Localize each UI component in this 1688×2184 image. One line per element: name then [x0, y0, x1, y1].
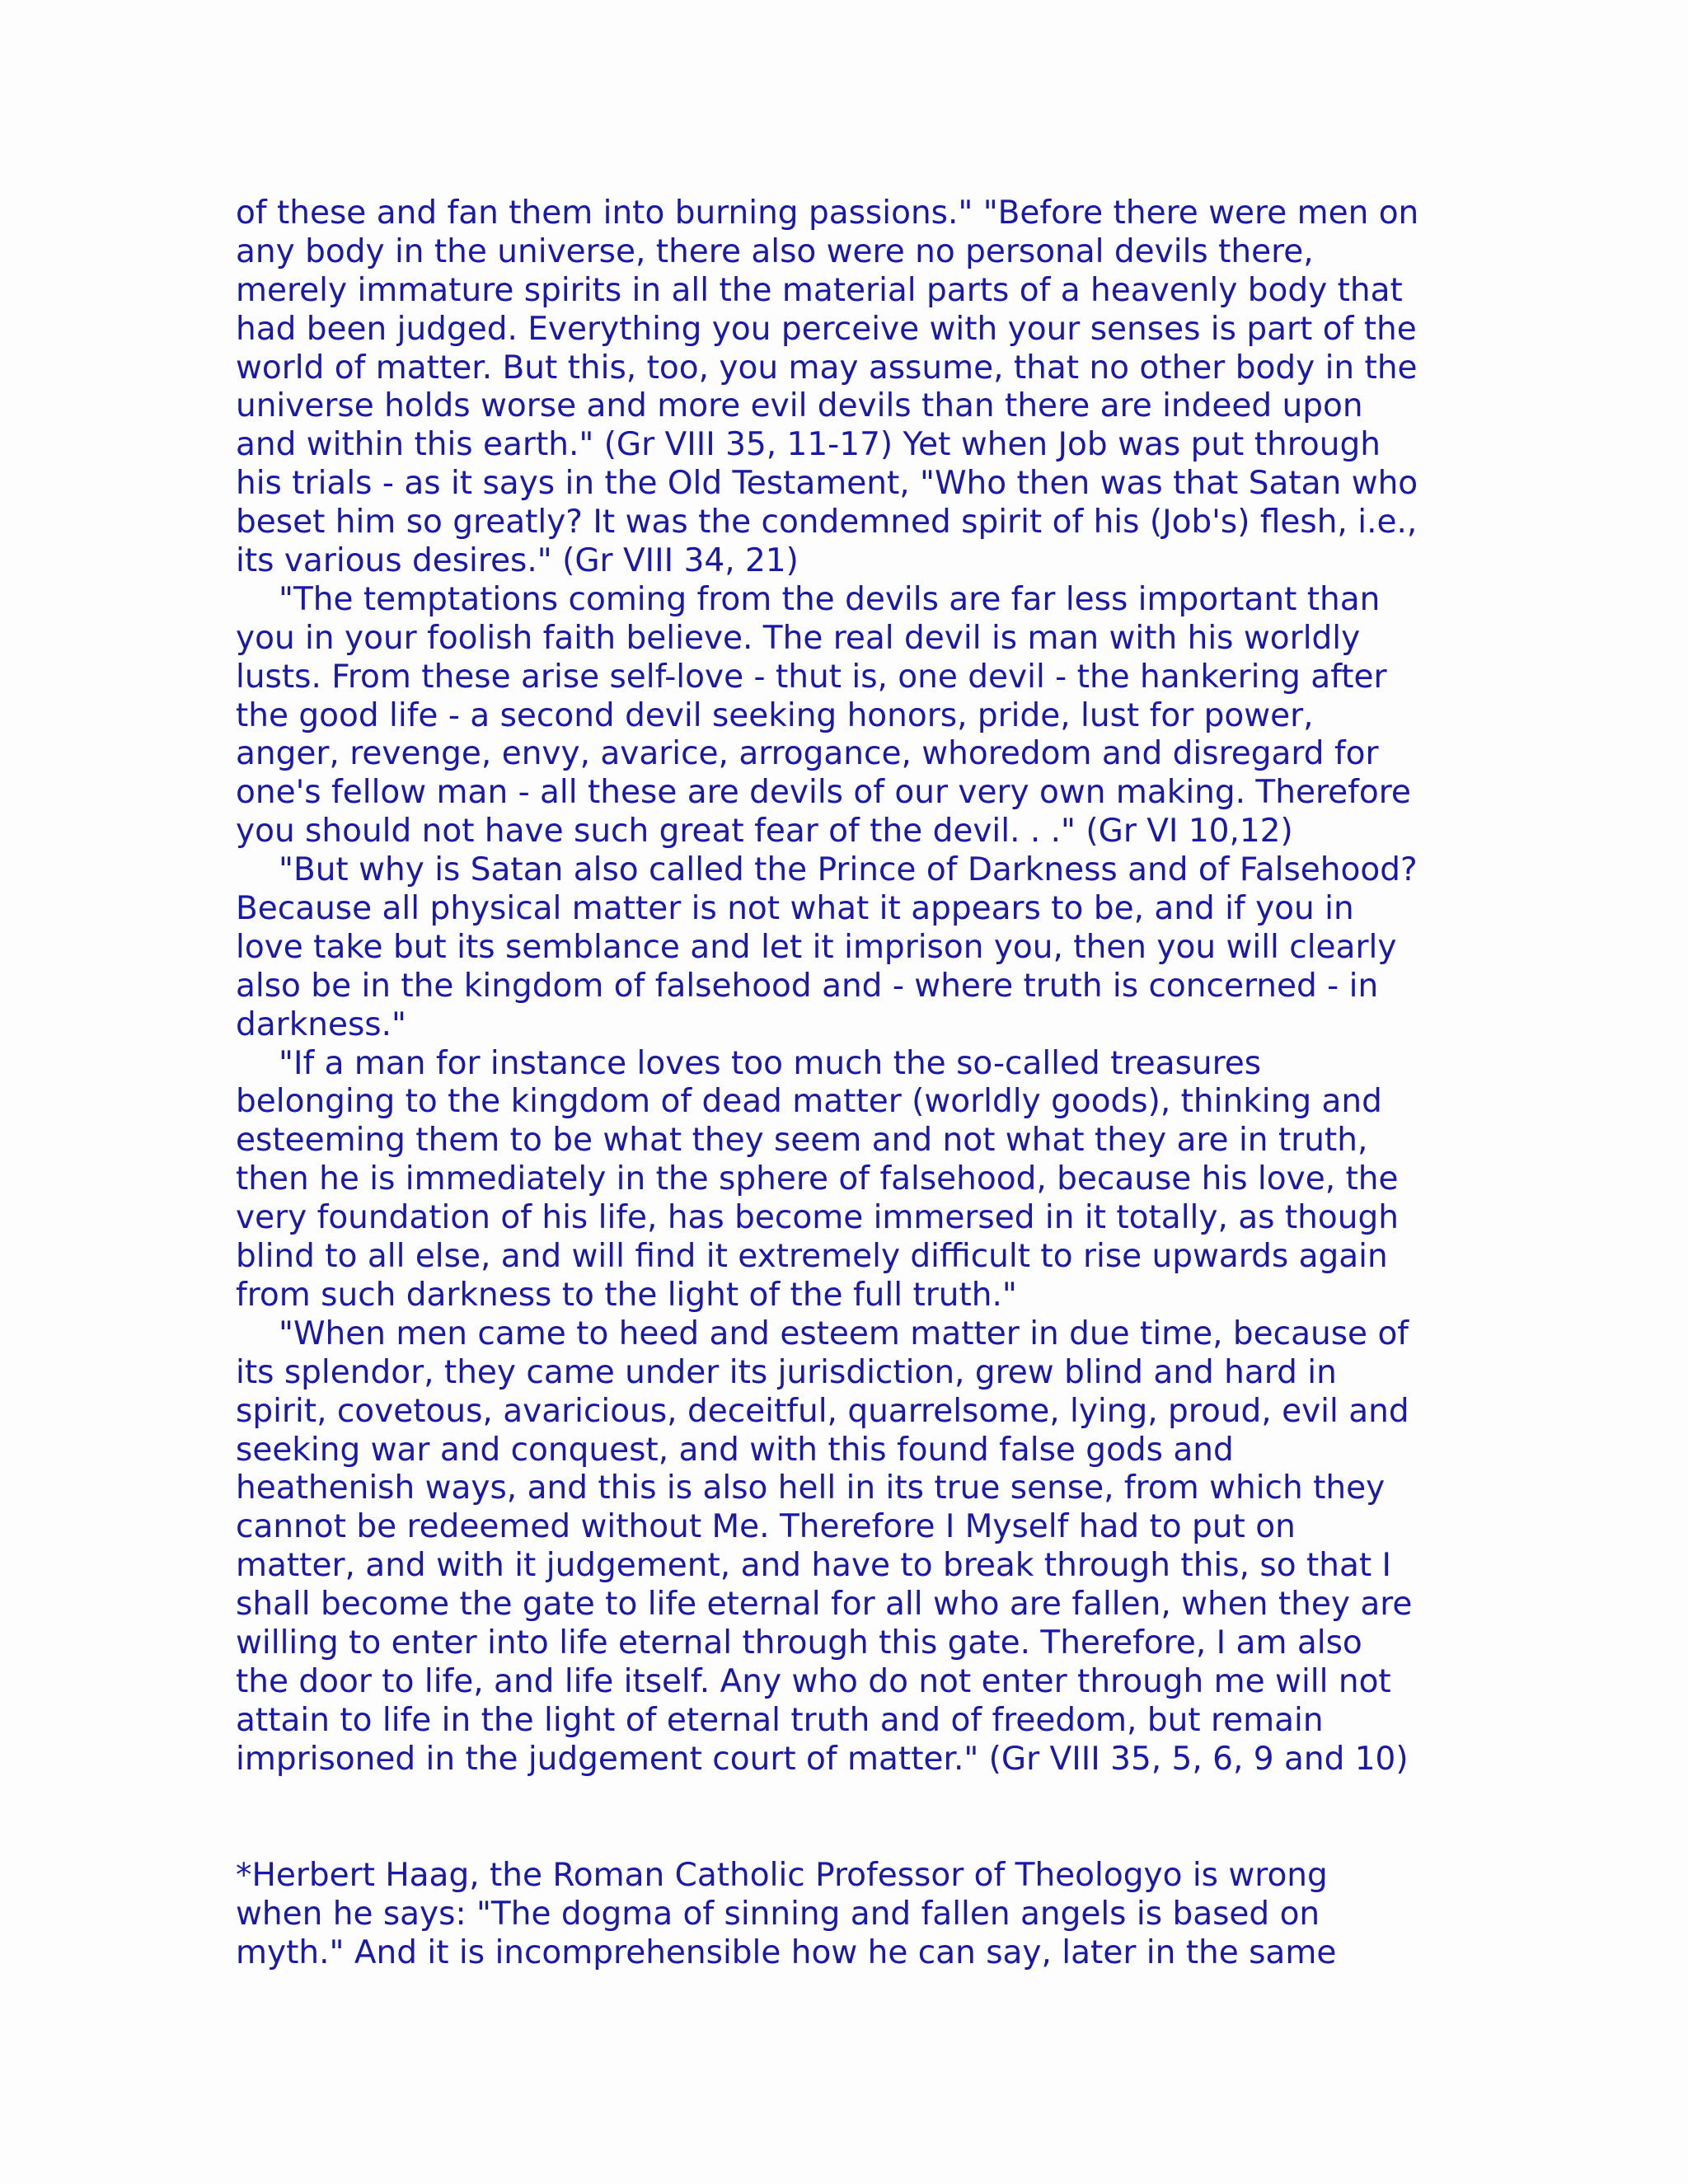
body-text-line: one's fellow man - all these are devils of our very own making. Therefore [236, 774, 1411, 812]
body-text-line: "But why is Satan also called the Prince of Darkness and of Falsehood? [279, 851, 1418, 889]
body-text-line: spirit, covetous, avaricious, deceitful, quarrelsome, lying, proud, evil and [236, 1392, 1409, 1430]
body-text-line: his trials - as it says in the Old Testament, "Who then was that Satan who [236, 465, 1418, 503]
body-text-line: esteeming them to be what they seem and not what they are in truth, [236, 1122, 1368, 1160]
body-text-line: also be in the kingdom of falsehood and - where truth is concerned - in [236, 967, 1379, 1005]
body-text-line: its splendor, they came under its jurisdiction, grew blind and hard in [236, 1353, 1337, 1391]
body-text-line: then he is immediately in the sphere of falsehood, because his love, the [236, 1160, 1399, 1198]
body-text-line: from such darkness to the light of the full truth." [236, 1276, 1017, 1314]
body-text-line: universe holds worse and more evil devils than there are indeed upon [236, 387, 1363, 425]
body-text-line: the good life - a second devil seeking honors, pride, lust for power, [236, 696, 1314, 734]
body-text-line: of these and fan them into burning passions." "Before there were men on [236, 194, 1419, 232]
body-text-line: any body in the universe, there also were no personal devils there, [236, 232, 1314, 270]
body-text-line: willing to enter into life eternal through this gate. Therefore, I am also [236, 1624, 1362, 1661]
footnote-line: myth." And it is incomprehensible how he can say, later in the same [236, 1933, 1337, 1971]
body-text-line: love take but its semblance and let it imprison you, then you will clearly [236, 928, 1397, 966]
body-text-line: blind to all else, and will find it extremely difficult to rise upwards again [236, 1238, 1388, 1276]
body-text-line: shall become the gate to life eternal for all who are fallen, when they are [236, 1586, 1413, 1624]
body-text-line: you in your foolish faith believe. The real devil is man with his worldly [236, 619, 1361, 657]
body-text-line: beset him so greatly? It was the condemned spirit of his (Job's) flesh, i.e., [236, 504, 1418, 541]
body-text-line: darkness." [236, 1005, 406, 1043]
body-text-line: world of matter. But this, too, you may assume, that no other body in the [236, 349, 1418, 387]
main-body-text [236, 194, 1472, 1779]
body-text-line: anger, revenge, envy, avarice, arrogance, whoredom and disregard for [236, 735, 1379, 773]
body-text-line: "If a man for instance loves too much the so-called treasures [279, 1044, 1262, 1082]
body-text-line: "When men came to heed and esteem matter in due time, because of [279, 1315, 1409, 1352]
body-text-line: imprisoned in the judgement court of matter." (Gr VIII 35, 5, 6, 9 and 10) [236, 1740, 1409, 1778]
body-text-line: had been judged. Everything you perceive with your senses is part of the [236, 310, 1417, 348]
body-text-line: you should not have such great fear of the devil. . ." (Gr VI 10,12) [236, 813, 1293, 851]
body-text-line: attain to life in the light of eternal truth and of freedom, but remain [236, 1701, 1324, 1739]
body-text-line: its various desires." (Gr VIII 34, 21) [236, 542, 799, 580]
body-text-line: "The temptations coming from the devils are far less important than [279, 580, 1381, 618]
body-text-line: the door to life, and life itself. Any who do not enter through me will not [236, 1662, 1391, 1700]
body-text-line: lusts. From these arise self-love - thut is, one devil - the hankering after [236, 658, 1387, 696]
footnote-text [236, 1857, 1472, 1973]
body-text-line: and within this earth." (Gr VIII 35, 11-17) Yet when Job was put through [236, 426, 1381, 464]
body-text-line: cannot be redeemed without Me. Therefore I Myself had to put on [236, 1508, 1296, 1546]
footnote-line: when he says: "The dogma of sinning and fallen angels is based on [236, 1895, 1320, 1933]
body-text-line: matter, and with it judgement, and have to break through this, so that I [236, 1547, 1392, 1585]
footnote-line: *Herbert Haag, the Roman Catholic Professor of Theologyo is wrong [236, 1857, 1328, 1894]
body-text-line: Because all physical matter is not what it appears to be, and if you in [236, 890, 1354, 928]
body-text-line: merely immature spirits in all the material parts of a heavenly body that [236, 271, 1403, 309]
body-text-line: very foundation of his life, has become immersed in it totally, as though [236, 1199, 1399, 1237]
body-text-line: belonging to the kingdom of dead matter (worldly goods), thinking and [236, 1083, 1382, 1121]
body-text-line: heathenish ways, and this is also hell in its true sense, from which they [236, 1469, 1386, 1507]
body-text-line: seeking war and conquest, and with this found false gods and [236, 1431, 1234, 1469]
